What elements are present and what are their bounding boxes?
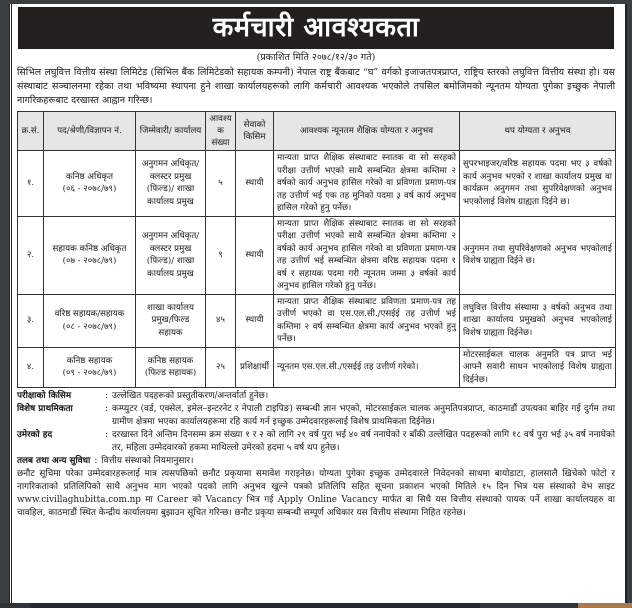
row-service-type: प्रशिक्षार्थी: [236, 347, 274, 388]
row-additional: मोटरसाईकल चालक अनुमति पत्र प्राप्त भई आफ्नै सवारी साधन भएकोलाई विशेष ग्राह्यता दिईनेछ।: [460, 347, 616, 388]
post-name: वरिष्ठ सहायक/सहायक: [54, 309, 125, 319]
row-count: ५: [206, 151, 236, 217]
note-colon: :: [105, 404, 108, 414]
ad-number: (०६ - २०७८/७९): [62, 184, 117, 195]
ad-number: (०७ - २०७८/७९): [62, 256, 117, 266]
page-title: कर्मचारी आवश्यकता: [18, 7, 614, 49]
intro-paragraph: सिभिल लघुवित्त वित्तीय संस्था लिमिटेड (सिभिल बैंक लिमिटेडको सहायक कम्पनी) नेपाल राष्ट्र बैंकबाट “घ” वर्गको इजाजतपत्रप्राप्त, राष्ट्रिय स्तरको लघुवित्त वित्तीय संस्था हो। यस संस्थाबाट सञ्चालनमा रहेका तथा भविष्यमा स्थापना हुने शाखा कार्यालयहरूको लागि कर्मचारी आवश्यक भएकोले तपसिल बमोजिमको न्यूनतम योग्यता पुगेका इच्छुक नेपाली नागरिकहरूबाट दरखास्त आह्वान गरिन्छ।: [17, 67, 615, 106]
row-count: २५: [206, 347, 236, 388]
row-responsibility: अनुगमन अधिकृत/क्लस्टर प्रमुख (फिल्ड)/ शाखा कार्यालय प्रमुख: [136, 151, 206, 217]
advertisement-page: [9, 4, 623, 603]
row-service-type: स्थायी: [236, 151, 274, 217]
published-date: (प्रकाशित मिति २०७८/१२/३० गते): [256, 52, 376, 63]
note-exam-type: [17, 390, 615, 403]
row-post: [44, 347, 136, 388]
row-sn: १.: [18, 151, 44, 217]
note-text: वित्तीय संस्थाको नियमानुसार।: [101, 456, 194, 466]
bottom-frame-strip: [0, 603, 632, 608]
row-responsibility: कनिष्ठ सहायक (फिल्ड सहायक): [136, 347, 206, 388]
right-border-rule: [625, 4, 627, 608]
row-responsibility: अनुगमन अधिकृत/क्लस्टर प्रमुख (फिल्ड)/ शाखा कार्यालय प्रमुख: [136, 216, 206, 294]
row-count: ९: [206, 216, 236, 294]
row-responsibility: शाखा कार्यालय प्रमुख/फिल्ड सहायक: [136, 294, 206, 347]
row-post: [44, 216, 136, 294]
table-row: [18, 216, 616, 294]
table-row: [18, 151, 616, 217]
row-count: ४५: [206, 294, 236, 347]
row-qualification: मान्यता प्राप्त शैक्षिक संस्थाबाट स्नातक वा सो सरहको परीक्षा उत्तीर्ण भएको साथै सम्बन्धित क्षेत्रमा कम्तिमा २ वर्षको कार्य अनुभव हासिल गरेको वा प्रविणता प्रमाण-पत्र तह उत्तीर्ण भई सम्बन्धित क्षेत्रमा वरिष्ठ सहायक पदमा १ वर्ष र सहायक पदमा गरी न्यूनतम जम्मा ३ वर्षको कार्य अनुभव हासिल गरेको हुनु पर्नेछ।: [274, 216, 460, 294]
header-additional: थप योग्यता र अनुभव: [460, 112, 616, 151]
bottom-strip-dark-segment: [30, 603, 480, 608]
notes-section: [17, 390, 615, 520]
row-service-type: स्थायी: [236, 294, 274, 347]
table-row: [18, 347, 616, 388]
row-additional: सुपरभाइजर/वरिष्ठ सहायक पदमा भए ३ वर्षको कार्य अनुभव भएको र शाखा कार्यालय प्रमुख वा कार्यक्रम अनुगमन तथा सुपरिवेक्षणको अनुभव भएकोलाई विशेष ग्राह्यता दिईने छ।: [460, 151, 616, 217]
row-qualification: न्यूनतम एस.एल.सी./एसईई तह उत्तीर्ण गरेको।: [274, 347, 460, 388]
note-label: विशेष प्राथमिकता: [17, 404, 73, 414]
header-qualification: आवश्यक न्यूनतम शैक्षिक योग्यता र अनुभव: [274, 112, 460, 151]
note-salary: [17, 455, 615, 468]
note-text: उल्लेखित पदहरूको प्रस्तुतीकरण/अन्तर्वार्ता हुनेछ।: [111, 391, 269, 401]
note-label: परीक्षाको किसिम: [17, 391, 72, 401]
row-post: [44, 294, 136, 347]
row-sn: ३.: [18, 294, 44, 347]
note-label: तलब तथा अन्य सुविधा: [17, 456, 91, 466]
row-additional: अनुगमन तथा सुपरिवेक्षणको अनुभव भएकोलाई विशेष ग्राह्यता दिईने छ।: [460, 216, 616, 294]
note-text: कम्प्युटर (वर्ड, एक्सेल, इमेल–इन्टरनेट र नेपाली टाइपिङ) सम्बन्धी ज्ञान भएको, मोटरसाईकल चालक अनुमतिपत्रप्राप्त, काठमाडौं उपत्यका बाहिर गई दुर्गम तथा ग्रामीण क्षेत्रमा भएका कार्यालयहरूमा रहि कार्य गर्न इच्छुक उम्मेदवारहरूलाई विशेष प्राथमिकता दिईनेछ।: [111, 404, 615, 427]
note-colon: :: [105, 430, 108, 440]
header-responsibility: जिम्मेवारी/ कार्यालय: [136, 112, 206, 151]
note-age-limit: [17, 429, 615, 455]
header-post: पद/श्रेणी/विज्ञापन नं.: [44, 112, 136, 151]
note-colon: :: [94, 456, 98, 466]
post-name: कनिष्ठ अधिकृत: [66, 171, 113, 182]
note-colon: :: [105, 391, 108, 401]
note-special-priority: [17, 403, 615, 429]
post-name: कनिष्ठ सहायक: [66, 355, 113, 366]
note-label: उमेरको हद: [17, 430, 53, 440]
header-service-type: सेवाको किसिम: [236, 112, 274, 151]
page-content: [17, 7, 615, 520]
header-count: आवश्यक संख्या: [206, 112, 236, 151]
row-sn: ४.: [18, 347, 44, 388]
row-sn: २.: [18, 216, 44, 294]
ad-number: (०९ - २०७८/७९): [62, 368, 117, 379]
bottom-strip-accent-segment: [578, 603, 632, 608]
table-header-row: [18, 112, 616, 151]
row-post: [44, 151, 136, 217]
ad-number: (०८ - २०७८/७९): [62, 321, 117, 332]
row-qualification: मान्यता प्राप्त शैक्षिक संस्थाबाट प्रविणता प्रमाण-पत्र तह उत्तीर्ण भएको वा एस.एल.सी./एसईई तह उत्तीर्ण भई कम्तिमा २ वर्ष सम्बन्धित क्षेत्रमा कार्य अनुभव भएको हुनु पर्नेछ।: [274, 294, 460, 347]
row-service-type: स्थायी: [236, 216, 274, 294]
post-name: सहायक कनिष्ठ अधिकृत: [52, 243, 127, 254]
application-instructions: छनौट सूचिमा परेका उम्मेदवारहरूलाई मात्र त्यसपछिको छनौट प्रकृयामा समावेश गराइनेछ। योग्यता पुगेका इच्छुक उम्मेदवारले निवेदनको साथमा बायोडाटा, हालसालै खिचेको फोटो र नागरिकताको प्रतिलिपिको साथै अनुभव माग भएको पदको लागि अनुभव खुल्ने पत्रको प्रतिलिपि सहित सूचना प्रकाशन भएको मितिले १५ दिन भित्र यस संस्थाको वेभ साइट www.civillaghubitta.com.np मा Career को Vacancy भित्र गई Apply Online Vacancy मार्फत वा सिधै यस वित्तीय संस्थाको पायक पर्ने शाखा कार्यालयहरु वा चावहिल, काठमाडौं स्थित केन्द्रीय कार्यालयमा बुझाउन सूचित गरिन्छ। छनौट प्रकृया सम्बन्धी सम्पूर्ण अधिकार यस वित्तीय संस्थामा निहित रहनेछ।: [17, 469, 615, 518]
row-qualification: मान्यता प्राप्त शैक्षिक संस्थाबाट स्नातक वा सो सरहको परीक्षा उत्तीर्ण भएको साथै सम्बन्धित क्षेत्रमा कम्तिमा २ वर्षको कार्य अनुभव हासिल गरेको वा प्रविणता प्रमाण-पत्र तह उत्तीर्ण भई एक तह मुनिको पदमा ३ वर्ष कार्य अनुभव हासिल गरेको हुनु पर्नेछ।: [274, 151, 460, 217]
note-text: दरखास्त दिने अन्तिम दिनसम्म क्रम संख्या १ र २ को लागि २१ वर्ष पुरा भई ४० वर्ष ननाघेको र बाँकी उल्लेखित पदहरूको लागि १८ वर्ष पुरा भई ३५ वर्ष ननाघेको तर, महिला उम्मेदवारको हकमा माथिल्लो उमेरको हदमा ५ वर्ष थप हुनेछ।: [111, 430, 615, 453]
table-row: [18, 294, 616, 347]
vacancy-table: [17, 111, 616, 388]
row-additional: लघुवित्त वित्तीय संस्थामा ३ वर्षको अनुभव तथा शाखा कार्यालय प्रमुखको अनुभव भएकोलाई विशेष ग्राह्यता दिईनेछ।: [460, 294, 616, 347]
header-sn: क्र.सं.: [18, 112, 44, 151]
